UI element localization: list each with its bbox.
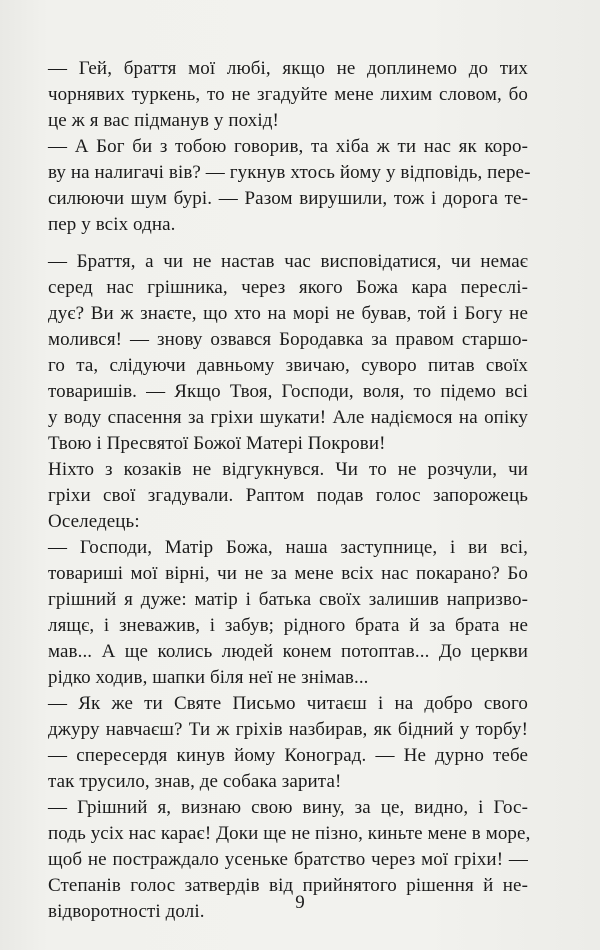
text-line: так трусило, знав, де собака зарита! — [48, 771, 342, 792]
text-line: силюючи шум бурі. — Разом вирушили, тож і дорога те- — [48, 188, 528, 209]
text-line: гріхи свої згадували. Раптом подав голос запорожець — [48, 485, 528, 506]
text-line: — А Бог би з тобою говорив, та хіба ж ти нас як коро- — [48, 136, 528, 157]
text-line: грішний я дуже: матір і батька своїх залишив напризво- — [48, 589, 528, 610]
text-line: джуру навчаєш? Ти ж гріхів назбирав, як бідний у торбу! — [48, 719, 528, 740]
text-line: серед нас грішника, через якого Божа кара переслі- — [48, 277, 528, 298]
text-line: ву на налигачі вів? — гукнув хтось йому у відповідь, пере- — [48, 162, 531, 183]
text-line: товариші мої вірні, чи не за мене всіх нас покарано? Бо — [48, 563, 528, 584]
text-line: чорнявих туркень, то не згадуйте мене лихим словом, бо — [48, 84, 528, 105]
text-line: дує? Ви ж знаєте, що хто на морі не бував, той і Богу не — [48, 303, 528, 324]
text-line: подь усіх нас карає! Доки ще не пізно, киньте мене в море, — [48, 823, 531, 844]
text-line: — Господи, Матір Божа, наша заступнице, і ви всі, — [48, 537, 528, 558]
text-line: го та, слідуючи давньому звичаю, суворо питав своїх — [48, 355, 528, 376]
text-line: щоб не постраждало усеньке братство через мої гріхи! — — [48, 849, 528, 870]
text-line: — Браття, а чи не настав час висповідатися, чи немає — [48, 251, 528, 272]
text-line: це ж я вас підманув у похід! — [48, 110, 279, 131]
text-line: молився! — знову озвався Бородавка за правом старшо- — [48, 329, 528, 350]
text-line: — Гей, браття мої любі, якщо не доплинемо до тих — [48, 58, 528, 79]
text-line: Ніхто з козаків не відгукнувся. Чи то не розчули, чи — [48, 459, 528, 480]
text-line: товаришів. — Якщо Твоя, Господи, воля, то підемо всі — [48, 381, 528, 402]
text-line: — Як же ти Святе Письмо читаєш і на добро свого — [48, 693, 528, 714]
text-line: у воду спасення за гріхи шукати! Але надіємося на опіку — [48, 407, 528, 428]
text-line: рідко ходив, шапки біля неї не знімав... — [48, 667, 369, 688]
text-line: — Грішний я, визнаю свою вину, за це, видно, і Гос- — [48, 797, 528, 818]
text-line: Оселедець: — [48, 511, 140, 532]
text-line: — спересердя кинув йому Коноград. — Не дурно тебе — [48, 745, 528, 766]
page-number: 9 — [295, 892, 305, 913]
text-line: пер у всіх одна. — [48, 214, 176, 235]
text-line: Твою і Пресвятої Божої Матері Покрови! — [48, 433, 386, 454]
text-line: Степанів голос затвердів від прийнятого рішення й не- — [48, 875, 528, 896]
text-line: мав... А ще колись людей конем потоптав... До церкви — [48, 641, 528, 662]
text-line: відворотності долі. — [48, 901, 205, 922]
text-line: лящє, і зневажив, і забув; рідного брата й за брата не — [48, 615, 528, 636]
